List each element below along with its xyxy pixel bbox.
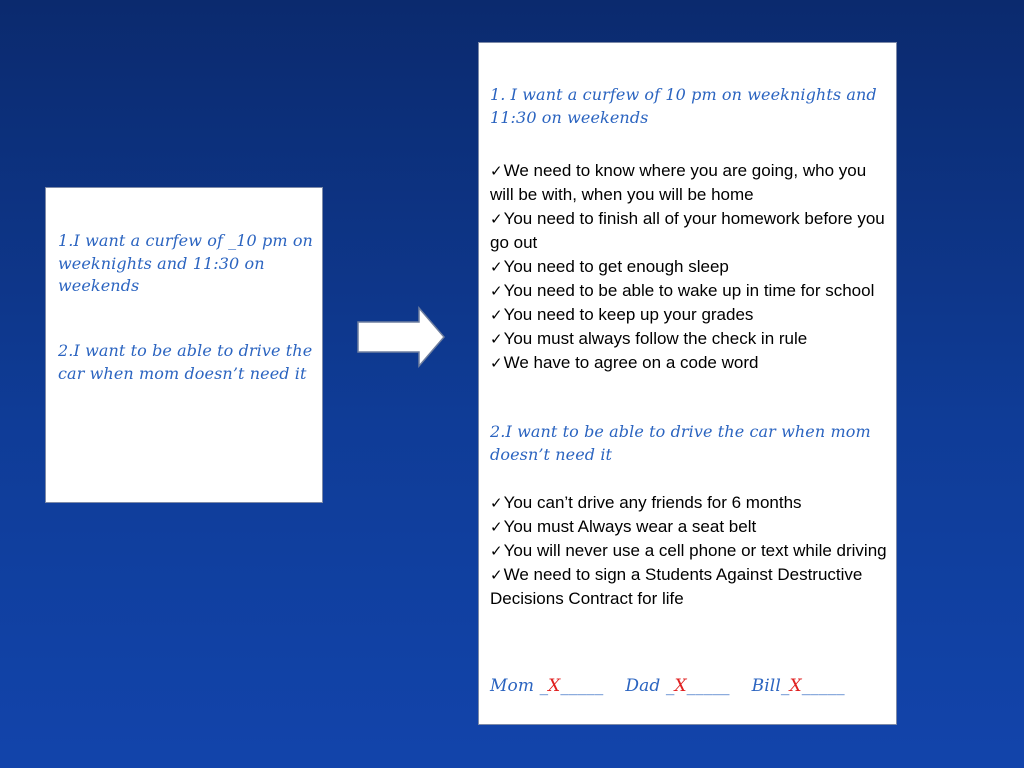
condition-text: We need to sign a Students Against Destructive Decisions Contract for life (490, 565, 863, 608)
request-car: 2.I want to be able to drive the car when mom doesn’t need it (58, 341, 313, 383)
car-heading: 2.I want to be able to drive the car when mom doesn’t need it (490, 422, 871, 464)
signature-label: Mom _ (490, 676, 549, 696)
signature-label: Bill_ (751, 676, 790, 696)
condition-text: You will never use a cell phone or text while driving (503, 541, 887, 560)
condition-item (490, 491, 890, 515)
signature-1 (490, 676, 603, 696)
checkmark-icon: ✓ (490, 518, 503, 536)
condition-text: You need to finish all of your homework before you go out (490, 209, 885, 252)
condition-item (490, 563, 890, 611)
signature-3 (752, 676, 845, 696)
condition-item (490, 515, 890, 539)
signature-mark: X (548, 676, 561, 696)
signature-blank: _____ (686, 676, 730, 696)
condition-item (490, 303, 890, 327)
condition-text: We have to agree on a code word (503, 353, 759, 372)
condition-text: You need to keep up your grades (503, 305, 754, 324)
car-conditions-list (490, 491, 890, 611)
signature-label: Dad _ (625, 676, 675, 696)
checkmark-icon: ✓ (490, 282, 503, 300)
condition-item (490, 207, 890, 255)
condition-item (490, 351, 890, 375)
condition-text: You must always follow the check in rule (503, 329, 808, 348)
checkmark-icon: ✓ (490, 162, 503, 180)
checkmark-icon: ✓ (490, 494, 503, 512)
condition-item (490, 159, 890, 207)
request-card (45, 187, 323, 503)
signature-mark: X (789, 676, 802, 696)
curfew-heading: 1. I want a curfew of 10 pm on weeknights and 11:30 on weekends (490, 85, 877, 127)
checkmark-icon: ✓ (490, 210, 503, 228)
condition-item (490, 279, 890, 303)
checkmark-icon: ✓ (490, 306, 503, 324)
checkmark-icon: ✓ (490, 542, 503, 560)
condition-text: You can’t drive any friends for 6 months (503, 493, 802, 512)
condition-text: We need to know where you are going, who you will be with, when you will be home (490, 161, 867, 204)
contract-card (478, 42, 897, 725)
checkmark-icon: ✓ (490, 330, 503, 348)
signature-blank: _____ (801, 676, 845, 696)
checkmark-icon: ✓ (490, 354, 503, 372)
condition-text: You need to get enough sleep (503, 257, 729, 276)
condition-item (490, 327, 890, 351)
signature-2 (625, 676, 729, 696)
signature-mark: X (674, 676, 687, 696)
right-arrow-icon (355, 306, 447, 368)
checkmark-icon: ✓ (490, 258, 503, 276)
condition-item (490, 255, 890, 279)
checkmark-icon: ✓ (490, 566, 503, 584)
condition-text: You must Always wear a seat belt (503, 517, 757, 536)
signature-line (490, 675, 890, 697)
signature-blank: _____ (560, 676, 604, 696)
condition-item (490, 539, 890, 563)
request-curfew: 1.I want a curfew of _10 pm on weeknights and 11:30 on weekends (58, 231, 313, 295)
curfew-conditions-list (490, 159, 890, 375)
condition-text: You need to be able to wake up in time for school (503, 281, 875, 300)
